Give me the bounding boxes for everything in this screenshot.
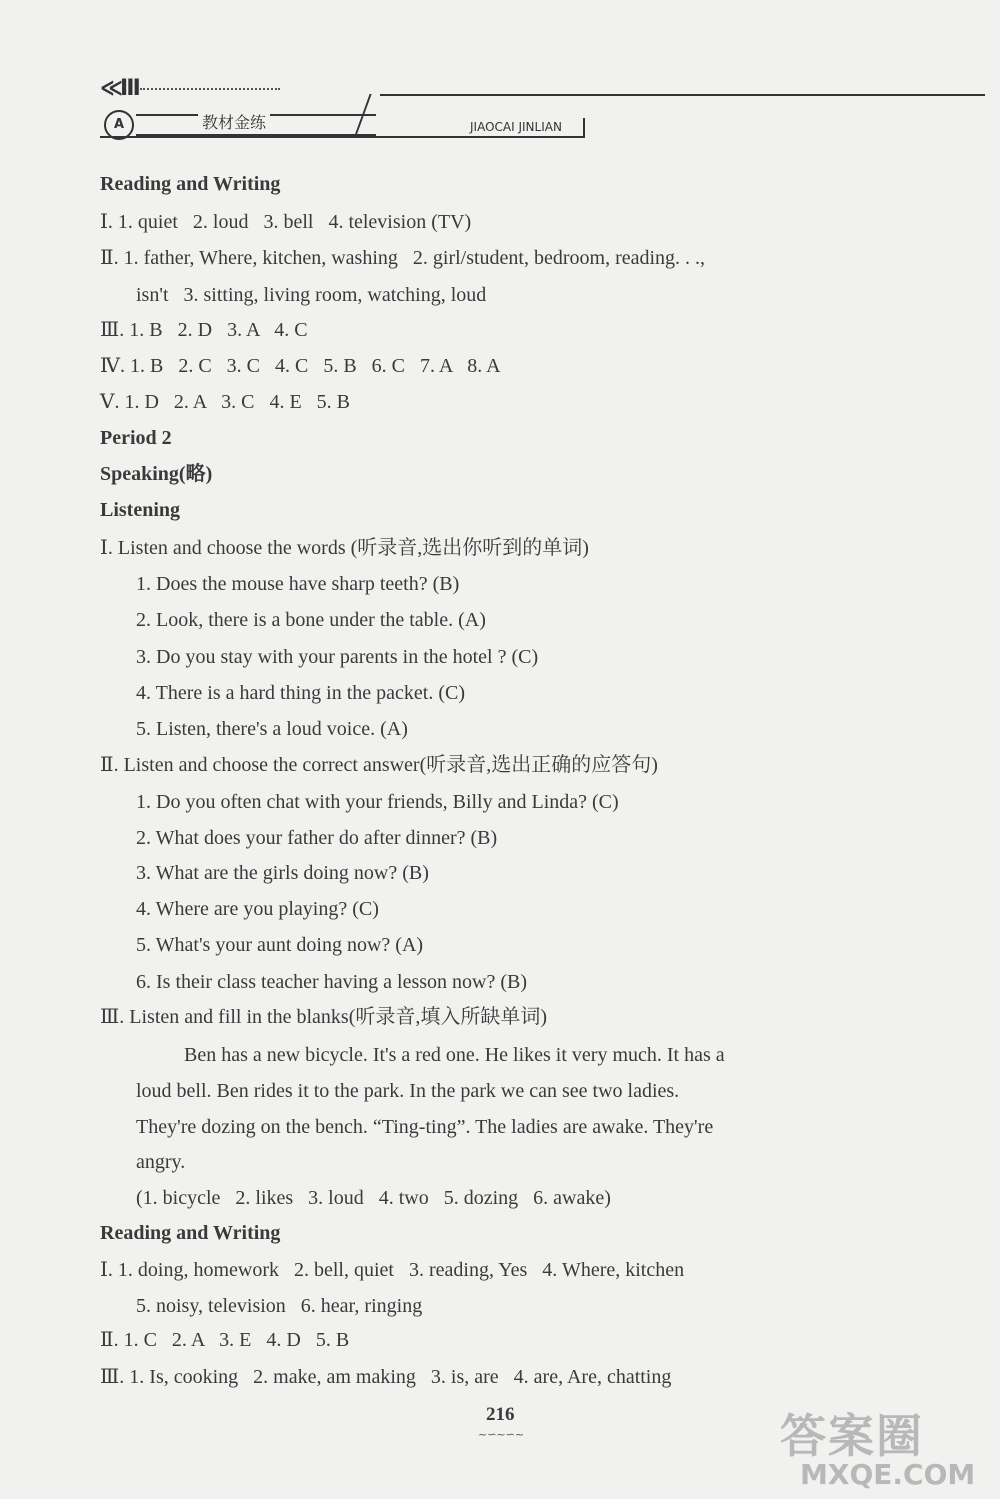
page-number: 216: [486, 1404, 515, 1425]
answer-line: Ⅰ. Listen and choose the words (听录音,选出你听到的单词): [100, 537, 589, 559]
answer-line: 1. Does the mouse have sharp teeth? (B): [136, 573, 460, 595]
answer-line: isn't 3. sitting, living room, watching, loud: [136, 284, 487, 306]
answer-line: Ⅲ. 1. B 2. D 3. A 4. C: [100, 319, 308, 341]
header-badge: A: [104, 110, 134, 140]
header-title: 教材金练: [198, 110, 270, 133]
page-number-ornament: ~∽~∽~: [478, 1428, 525, 1441]
answer-line: Ⅲ. 1. Is, cooking 2. make, am making 3. is, are 4. are, Are, chatting: [100, 1366, 672, 1388]
answer-line: 4. There is a hard thing in the packet. (C): [136, 682, 465, 704]
answer-line: loud bell. Ben rides it to the park. In the park we can see two ladies.: [136, 1080, 680, 1102]
answer-line: Ⅲ. Listen and fill in the blanks(听录音,填入所缺单词): [100, 1006, 548, 1028]
answer-line: Ⅱ. 1. C 2. A 3. E 4. D 5. B: [100, 1329, 350, 1351]
answer-line: 2. What does your father do after dinner? (B): [136, 827, 498, 849]
answer-line: 4. Where are you playing? (C): [136, 898, 379, 920]
answer-line: Ⅳ. 1. B 2. C 3. C 4. C 5. B 6. C 7. A 8. A: [100, 355, 501, 377]
answer-line: 1. Do you often chat with your friends, Billy and Linda? (C): [136, 791, 619, 813]
answer-line: 6. Is their class teacher having a lesson now? (B): [136, 971, 527, 993]
section-heading: Listening: [100, 499, 181, 521]
answer-line: Ⅴ. 1. D 2. A 3. C 4. E 5. B: [100, 391, 351, 413]
answer-line: Ⅱ. 1. father, Where, kitchen, washing 2. girl/student, bedroom, reading. . .,: [100, 247, 706, 269]
answer-line: 3. What are the girls doing now? (B): [136, 862, 429, 884]
header-rule-end: [583, 118, 585, 136]
answer-line: 5. Listen, there's a loud voice. (A): [136, 718, 408, 740]
header-rule-bottom: [100, 136, 585, 138]
answer-line: (1. bicycle 2. likes 3. loud 4. two 5. dozing 6. awake): [136, 1187, 611, 1209]
section-heading: Period 2: [100, 427, 172, 449]
section-heading: Speaking(略): [100, 463, 213, 485]
answer-line: They're dozing on the bench. “Ting-ting”. The ladies are awake. They're: [136, 1116, 714, 1138]
answer-line: Ⅰ. 1. quiet 2. loud 3. bell 4. television (TV): [100, 211, 472, 233]
answer-line: Ⅰ. 1. doing, homework 2. bell, quiet 3. reading, Yes 4. Where, kitchen: [100, 1259, 685, 1281]
section-heading: Reading and Writing: [100, 1222, 281, 1244]
watermark: [780, 1400, 976, 1491]
header-dotted-rule: [140, 88, 280, 90]
answer-line: Ⅱ. Listen and choose the correct answer(听录音,选出正确的应答句): [100, 754, 658, 776]
header-arrows: ≪Ⅲ: [100, 76, 138, 101]
answer-line: 5. What's your aunt doing now? (A): [136, 934, 424, 956]
answer-line: 2. Look, there is a bone under the table. (A): [136, 609, 486, 631]
answer-line: 5. noisy, television 6. hear, ringing: [136, 1295, 423, 1317]
watermark-logo: 答案圈: [780, 1409, 924, 1463]
watermark-url: MXQE.COM: [800, 1458, 976, 1491]
answer-line: 3. Do you stay with your parents in the hotel ? (C): [136, 646, 539, 668]
answer-line: Ben has a new bicycle. It's a red one. He likes it very much. It has a: [184, 1044, 725, 1066]
header-rule-top: [380, 94, 985, 96]
answer-line: angry.: [136, 1151, 186, 1173]
section-heading: Reading and Writing: [100, 173, 281, 195]
header-latin-title: JIAOCAI JINLIAN: [470, 120, 562, 134]
